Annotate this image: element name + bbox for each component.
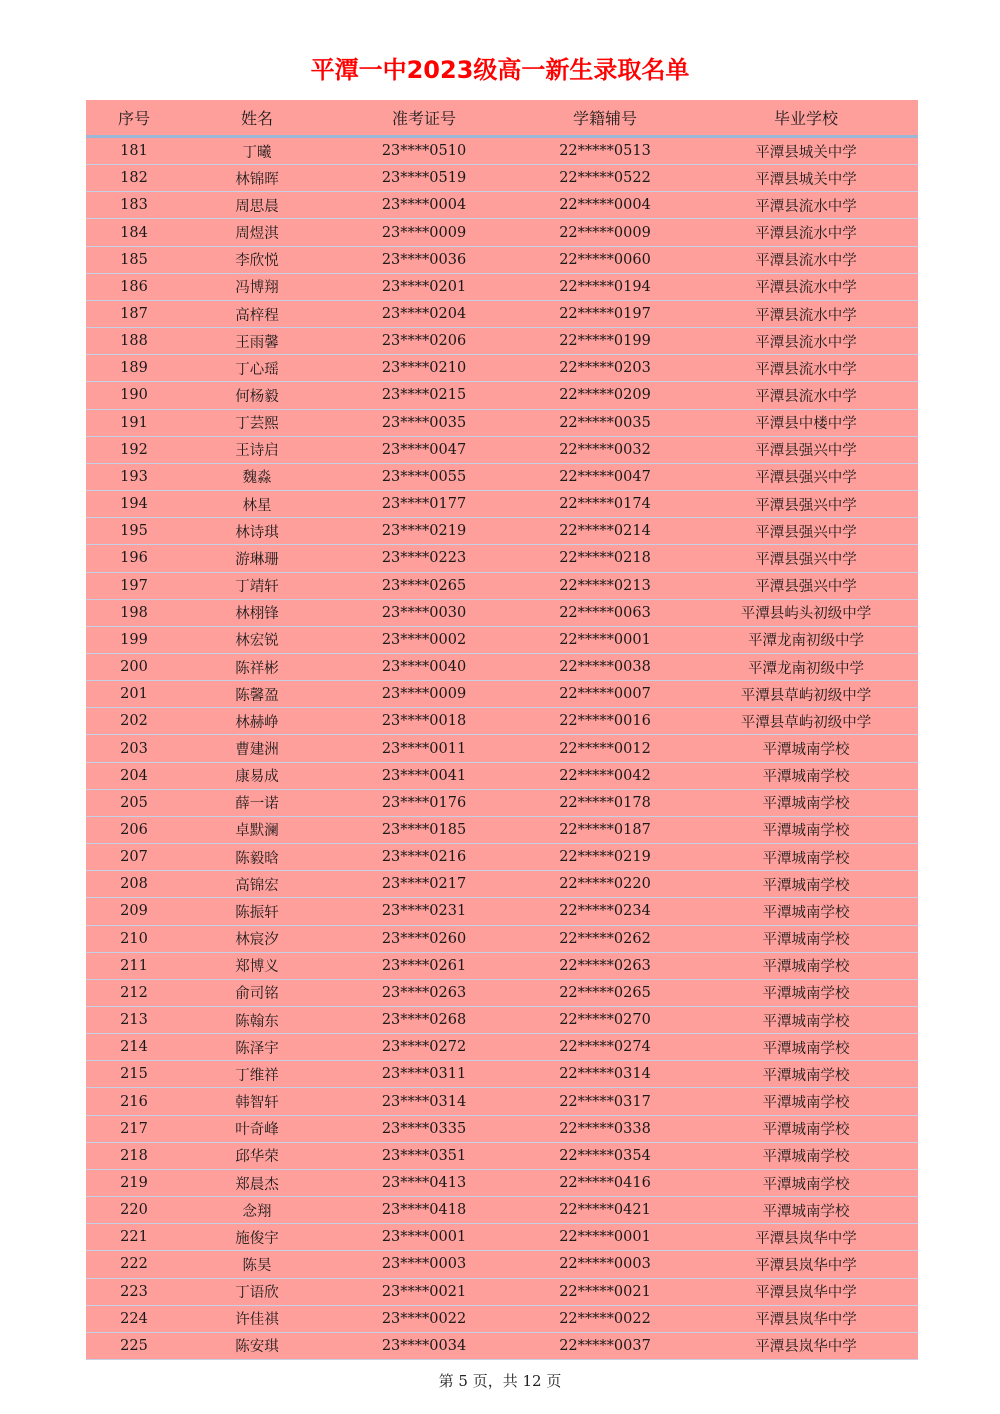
cell-registry-id: 22*****0317 bbox=[516, 1088, 694, 1115]
cell-name: 林栩锋 bbox=[182, 599, 332, 626]
cell-registry-id: 22*****0042 bbox=[516, 762, 694, 789]
table-row bbox=[86, 1332, 918, 1359]
cell-name: 陈毅晗 bbox=[182, 844, 332, 871]
table-row bbox=[86, 436, 918, 463]
table-row bbox=[86, 1142, 918, 1169]
cell-school: 平潭城南学校 bbox=[694, 979, 918, 1006]
cell-name: 韩智轩 bbox=[182, 1088, 332, 1115]
cell-exam-id: 23****0041 bbox=[332, 762, 516, 789]
cell-index: 214 bbox=[86, 1034, 182, 1061]
cell-exam-id: 23****0268 bbox=[332, 1007, 516, 1034]
cell-school: 平潭县岚华中学 bbox=[694, 1278, 918, 1305]
cell-exam-id: 23****0002 bbox=[332, 626, 516, 653]
cell-registry-id: 22*****0187 bbox=[516, 816, 694, 843]
table-row bbox=[86, 1115, 918, 1142]
table-row bbox=[86, 925, 918, 952]
cell-school: 平潭县流水中学 bbox=[694, 219, 918, 246]
cell-exam-id: 23****0260 bbox=[332, 925, 516, 952]
cell-registry-id: 22*****0354 bbox=[516, 1142, 694, 1169]
cell-registry-id: 22*****0265 bbox=[516, 979, 694, 1006]
table-row bbox=[86, 572, 918, 599]
cell-school: 平潭县强兴中学 bbox=[694, 463, 918, 490]
cell-index: 204 bbox=[86, 762, 182, 789]
table-row bbox=[86, 246, 918, 273]
cell-name: 陈安琪 bbox=[182, 1332, 332, 1359]
cell-registry-id: 22*****0001 bbox=[516, 1224, 694, 1251]
cell-index: 185 bbox=[86, 246, 182, 273]
cell-registry-id: 22*****0037 bbox=[516, 1332, 694, 1359]
page-footer: 第 5 页，共 12 页 bbox=[438, 1372, 562, 1390]
cell-registry-id: 22*****0007 bbox=[516, 681, 694, 708]
cell-name: 高梓程 bbox=[182, 300, 332, 327]
cell-index: 181 bbox=[86, 137, 182, 165]
cell-name: 丁维祥 bbox=[182, 1061, 332, 1088]
cell-exam-id: 23****0231 bbox=[332, 898, 516, 925]
cell-index: 209 bbox=[86, 898, 182, 925]
table-row bbox=[86, 626, 918, 653]
cell-registry-id: 22*****0522 bbox=[516, 165, 694, 192]
cell-registry-id: 22*****0194 bbox=[516, 273, 694, 300]
cell-registry-id: 22*****0060 bbox=[516, 246, 694, 273]
cell-exam-id: 23****0519 bbox=[332, 165, 516, 192]
cell-registry-id: 22*****0003 bbox=[516, 1251, 694, 1278]
cell-index: 218 bbox=[86, 1142, 182, 1169]
cell-registry-id: 22*****0338 bbox=[516, 1115, 694, 1142]
cell-exam-id: 23****0018 bbox=[332, 708, 516, 735]
cell-school: 平潭县屿头初级中学 bbox=[694, 599, 918, 626]
table-row bbox=[86, 979, 918, 1006]
table-row bbox=[86, 1224, 918, 1251]
admission-table bbox=[86, 100, 918, 1360]
cell-school: 平潭县岚华中学 bbox=[694, 1224, 918, 1251]
cell-registry-id: 22*****0174 bbox=[516, 491, 694, 518]
cell-index: 198 bbox=[86, 599, 182, 626]
cell-school: 平潭县强兴中学 bbox=[694, 545, 918, 572]
table-row bbox=[86, 1278, 918, 1305]
cell-exam-id: 23****0011 bbox=[332, 735, 516, 762]
cell-school: 平潭县流水中学 bbox=[694, 382, 918, 409]
table-row bbox=[86, 192, 918, 219]
cell-registry-id: 22*****0213 bbox=[516, 572, 694, 599]
cell-name: 郑博义 bbox=[182, 952, 332, 979]
table-row bbox=[86, 355, 918, 382]
cell-school: 平潭城南学校 bbox=[694, 1169, 918, 1196]
column-header-school: 毕业学校 bbox=[694, 100, 918, 137]
table-row bbox=[86, 300, 918, 327]
cell-exam-id: 23****0001 bbox=[332, 1224, 516, 1251]
cell-school: 平潭城南学校 bbox=[694, 952, 918, 979]
cell-registry-id: 22*****0416 bbox=[516, 1169, 694, 1196]
cell-registry-id: 22*****0009 bbox=[516, 219, 694, 246]
cell-registry-id: 22*****0421 bbox=[516, 1197, 694, 1224]
cell-exam-id: 23****0035 bbox=[332, 409, 516, 436]
cell-index: 186 bbox=[86, 273, 182, 300]
cell-exam-id: 23****0176 bbox=[332, 789, 516, 816]
cell-school: 平潭县流水中学 bbox=[694, 328, 918, 355]
cell-exam-id: 23****0219 bbox=[332, 518, 516, 545]
table-row bbox=[86, 789, 918, 816]
cell-name: 周煜淇 bbox=[182, 219, 332, 246]
cell-name: 卓默澜 bbox=[182, 816, 332, 843]
cell-exam-id: 23****0215 bbox=[332, 382, 516, 409]
cell-name: 何杨毅 bbox=[182, 382, 332, 409]
cell-school: 平潭县岚华中学 bbox=[694, 1305, 918, 1332]
cell-exam-id: 23****0177 bbox=[332, 491, 516, 518]
table-row bbox=[86, 219, 918, 246]
cell-name: 林宏锐 bbox=[182, 626, 332, 653]
cell-registry-id: 22*****0513 bbox=[516, 137, 694, 165]
cell-name: 陈翰东 bbox=[182, 1007, 332, 1034]
table-row bbox=[86, 1305, 918, 1332]
page-title: 平潭一中2023级高一新生录取名单 bbox=[310, 56, 690, 84]
cell-index: 211 bbox=[86, 952, 182, 979]
cell-exam-id: 23****0003 bbox=[332, 1251, 516, 1278]
cell-registry-id: 22*****0197 bbox=[516, 300, 694, 327]
table-body bbox=[86, 137, 918, 1360]
cell-exam-id: 23****0210 bbox=[332, 355, 516, 382]
cell-exam-id: 23****0206 bbox=[332, 328, 516, 355]
cell-index: 200 bbox=[86, 653, 182, 680]
cell-index: 221 bbox=[86, 1224, 182, 1251]
cell-index: 184 bbox=[86, 219, 182, 246]
cell-name: 林诗琪 bbox=[182, 518, 332, 545]
cell-name: 丁曦 bbox=[182, 137, 332, 165]
table-row bbox=[86, 816, 918, 843]
cell-name: 李欣悦 bbox=[182, 246, 332, 273]
cell-exam-id: 23****0510 bbox=[332, 137, 516, 165]
table-row bbox=[86, 599, 918, 626]
table-row bbox=[86, 762, 918, 789]
cell-registry-id: 22*****0004 bbox=[516, 192, 694, 219]
cell-registry-id: 22*****0270 bbox=[516, 1007, 694, 1034]
cell-name: 游琳珊 bbox=[182, 545, 332, 572]
cell-name: 丁心瑶 bbox=[182, 355, 332, 382]
cell-school: 平潭县强兴中学 bbox=[694, 518, 918, 545]
cell-school: 平潭县草屿初级中学 bbox=[694, 708, 918, 735]
cell-index: 219 bbox=[86, 1169, 182, 1196]
cell-name: 林赫峥 bbox=[182, 708, 332, 735]
table-row bbox=[86, 871, 918, 898]
cell-registry-id: 22*****0214 bbox=[516, 518, 694, 545]
cell-school: 平潭城南学校 bbox=[694, 1061, 918, 1088]
cell-registry-id: 22*****0234 bbox=[516, 898, 694, 925]
cell-exam-id: 23****0047 bbox=[332, 436, 516, 463]
cell-index: 192 bbox=[86, 436, 182, 463]
cell-index: 191 bbox=[86, 409, 182, 436]
cell-index: 201 bbox=[86, 681, 182, 708]
cell-index: 208 bbox=[86, 871, 182, 898]
cell-registry-id: 22*****0016 bbox=[516, 708, 694, 735]
cell-index: 220 bbox=[86, 1197, 182, 1224]
table-row bbox=[86, 952, 918, 979]
cell-name: 俞司铭 bbox=[182, 979, 332, 1006]
cell-exam-id: 23****0040 bbox=[332, 653, 516, 680]
cell-name: 魏淼 bbox=[182, 463, 332, 490]
cell-registry-id: 22*****0314 bbox=[516, 1061, 694, 1088]
cell-registry-id: 22*****0263 bbox=[516, 952, 694, 979]
table-row bbox=[86, 1088, 918, 1115]
column-header-registry-id: 学籍辅号 bbox=[516, 100, 694, 137]
cell-registry-id: 22*****0199 bbox=[516, 328, 694, 355]
cell-name: 陈馨盈 bbox=[182, 681, 332, 708]
cell-school: 平潭城南学校 bbox=[694, 925, 918, 952]
cell-exam-id: 23****0201 bbox=[332, 273, 516, 300]
cell-name: 丁靖轩 bbox=[182, 572, 332, 599]
cell-index: 205 bbox=[86, 789, 182, 816]
cell-name: 许佳祺 bbox=[182, 1305, 332, 1332]
cell-exam-id: 23****0009 bbox=[332, 681, 516, 708]
cell-school: 平潭县流水中学 bbox=[694, 246, 918, 273]
cell-school: 平潭城南学校 bbox=[694, 1007, 918, 1034]
cell-exam-id: 23****0263 bbox=[332, 979, 516, 1006]
cell-exam-id: 23****0216 bbox=[332, 844, 516, 871]
cell-name: 周思晨 bbox=[182, 192, 332, 219]
cell-index: 196 bbox=[86, 545, 182, 572]
cell-exam-id: 23****0185 bbox=[332, 816, 516, 843]
table-header-row bbox=[86, 100, 918, 137]
cell-exam-id: 23****0021 bbox=[332, 1278, 516, 1305]
cell-index: 190 bbox=[86, 382, 182, 409]
admission-table-container bbox=[86, 100, 918, 1360]
cell-index: 199 bbox=[86, 626, 182, 653]
cell-registry-id: 22*****0209 bbox=[516, 382, 694, 409]
cell-name: 陈祥彬 bbox=[182, 653, 332, 680]
cell-school: 平潭县城关中学 bbox=[694, 137, 918, 165]
cell-exam-id: 23****0418 bbox=[332, 1197, 516, 1224]
cell-index: 203 bbox=[86, 735, 182, 762]
table-row bbox=[86, 1169, 918, 1196]
cell-exam-id: 23****0034 bbox=[332, 1332, 516, 1359]
cell-name: 陈昊 bbox=[182, 1251, 332, 1278]
cell-name: 施俊宇 bbox=[182, 1224, 332, 1251]
cell-registry-id: 22*****0022 bbox=[516, 1305, 694, 1332]
cell-name: 曹建洲 bbox=[182, 735, 332, 762]
table-row bbox=[86, 1251, 918, 1278]
cell-name: 丁语欣 bbox=[182, 1278, 332, 1305]
cell-index: 188 bbox=[86, 328, 182, 355]
table-row bbox=[86, 137, 918, 165]
cell-school: 平潭县强兴中学 bbox=[694, 436, 918, 463]
cell-school: 平潭城南学校 bbox=[694, 871, 918, 898]
cell-exam-id: 23****0004 bbox=[332, 192, 516, 219]
cell-index: 222 bbox=[86, 1251, 182, 1278]
cell-school: 平潭县流水中学 bbox=[694, 300, 918, 327]
table-row bbox=[86, 518, 918, 545]
cell-index: 212 bbox=[86, 979, 182, 1006]
cell-exam-id: 23****0030 bbox=[332, 599, 516, 626]
cell-name: 薛一诺 bbox=[182, 789, 332, 816]
cell-name: 高锦宏 bbox=[182, 871, 332, 898]
cell-name: 丁芸熙 bbox=[182, 409, 332, 436]
cell-name: 林宸汐 bbox=[182, 925, 332, 952]
cell-index: 194 bbox=[86, 491, 182, 518]
table-row bbox=[86, 681, 918, 708]
cell-school: 平潭龙南初级中学 bbox=[694, 626, 918, 653]
cell-exam-id: 23****0022 bbox=[332, 1305, 516, 1332]
cell-school: 平潭县岚华中学 bbox=[694, 1251, 918, 1278]
cell-school: 平潭城南学校 bbox=[694, 1197, 918, 1224]
cell-school: 平潭县岚华中学 bbox=[694, 1332, 918, 1359]
cell-registry-id: 22*****0012 bbox=[516, 735, 694, 762]
cell-name: 郑晨杰 bbox=[182, 1169, 332, 1196]
table-row bbox=[86, 463, 918, 490]
cell-registry-id: 22*****0032 bbox=[516, 436, 694, 463]
cell-registry-id: 22*****0001 bbox=[516, 626, 694, 653]
cell-school: 平潭城南学校 bbox=[694, 1115, 918, 1142]
cell-index: 195 bbox=[86, 518, 182, 545]
cell-name: 念翔 bbox=[182, 1197, 332, 1224]
table-row bbox=[86, 898, 918, 925]
table-row bbox=[86, 545, 918, 572]
cell-name: 陈振轩 bbox=[182, 898, 332, 925]
cell-school: 平潭城南学校 bbox=[694, 1142, 918, 1169]
table-row bbox=[86, 491, 918, 518]
cell-school: 平潭县流水中学 bbox=[694, 355, 918, 382]
cell-exam-id: 23****0261 bbox=[332, 952, 516, 979]
cell-exam-id: 23****0413 bbox=[332, 1169, 516, 1196]
table-row bbox=[86, 653, 918, 680]
cell-exam-id: 23****0055 bbox=[332, 463, 516, 490]
cell-school: 平潭龙南初级中学 bbox=[694, 653, 918, 680]
cell-school: 平潭县流水中学 bbox=[694, 192, 918, 219]
cell-school: 平潭城南学校 bbox=[694, 762, 918, 789]
cell-name: 王雨馨 bbox=[182, 328, 332, 355]
cell-registry-id: 22*****0218 bbox=[516, 545, 694, 572]
cell-registry-id: 22*****0021 bbox=[516, 1278, 694, 1305]
cell-exam-id: 23****0204 bbox=[332, 300, 516, 327]
cell-index: 216 bbox=[86, 1088, 182, 1115]
cell-registry-id: 22*****0262 bbox=[516, 925, 694, 952]
cell-index: 187 bbox=[86, 300, 182, 327]
cell-index: 189 bbox=[86, 355, 182, 382]
table-row bbox=[86, 708, 918, 735]
cell-exam-id: 23****0272 bbox=[332, 1034, 516, 1061]
table-row bbox=[86, 735, 918, 762]
cell-exam-id: 23****0351 bbox=[332, 1142, 516, 1169]
cell-registry-id: 22*****0035 bbox=[516, 409, 694, 436]
cell-index: 215 bbox=[86, 1061, 182, 1088]
column-header-index: 序号 bbox=[86, 100, 182, 137]
cell-school: 平潭县强兴中学 bbox=[694, 572, 918, 599]
cell-registry-id: 22*****0063 bbox=[516, 599, 694, 626]
cell-school: 平潭城南学校 bbox=[694, 844, 918, 871]
cell-name: 林星 bbox=[182, 491, 332, 518]
cell-school: 平潭城南学校 bbox=[694, 735, 918, 762]
cell-name: 康易成 bbox=[182, 762, 332, 789]
cell-registry-id: 22*****0219 bbox=[516, 844, 694, 871]
table-row bbox=[86, 165, 918, 192]
cell-index: 224 bbox=[86, 1305, 182, 1332]
cell-school: 平潭城南学校 bbox=[694, 1034, 918, 1061]
cell-school: 平潭县流水中学 bbox=[694, 273, 918, 300]
table-row bbox=[86, 1197, 918, 1224]
cell-exam-id: 23****0335 bbox=[332, 1115, 516, 1142]
cell-exam-id: 23****0311 bbox=[332, 1061, 516, 1088]
cell-name: 林锦晖 bbox=[182, 165, 332, 192]
cell-index: 197 bbox=[86, 572, 182, 599]
cell-exam-id: 23****0036 bbox=[332, 246, 516, 273]
cell-index: 217 bbox=[86, 1115, 182, 1142]
cell-index: 210 bbox=[86, 925, 182, 952]
table-row bbox=[86, 1034, 918, 1061]
cell-registry-id: 22*****0047 bbox=[516, 463, 694, 490]
cell-index: 182 bbox=[86, 165, 182, 192]
cell-index: 206 bbox=[86, 816, 182, 843]
column-header-name: 姓名 bbox=[182, 100, 332, 137]
table-row bbox=[86, 1061, 918, 1088]
cell-registry-id: 22*****0274 bbox=[516, 1034, 694, 1061]
cell-index: 193 bbox=[86, 463, 182, 490]
cell-exam-id: 23****0265 bbox=[332, 572, 516, 599]
cell-school: 平潭县城关中学 bbox=[694, 165, 918, 192]
cell-registry-id: 22*****0038 bbox=[516, 653, 694, 680]
cell-school: 平潭县中楼中学 bbox=[694, 409, 918, 436]
cell-registry-id: 22*****0220 bbox=[516, 871, 694, 898]
cell-name: 王诗启 bbox=[182, 436, 332, 463]
cell-index: 225 bbox=[86, 1332, 182, 1359]
cell-exam-id: 23****0217 bbox=[332, 871, 516, 898]
cell-school: 平潭县草屿初级中学 bbox=[694, 681, 918, 708]
table-row bbox=[86, 1007, 918, 1034]
cell-name: 叶奇峰 bbox=[182, 1115, 332, 1142]
cell-school: 平潭县强兴中学 bbox=[694, 491, 918, 518]
cell-registry-id: 22*****0203 bbox=[516, 355, 694, 382]
cell-school: 平潭城南学校 bbox=[694, 898, 918, 925]
column-header-exam-id: 准考证号 bbox=[332, 100, 516, 137]
cell-name: 邱华荣 bbox=[182, 1142, 332, 1169]
cell-name: 陈泽宇 bbox=[182, 1034, 332, 1061]
cell-index: 207 bbox=[86, 844, 182, 871]
table-row bbox=[86, 382, 918, 409]
cell-school: 平潭城南学校 bbox=[694, 1088, 918, 1115]
cell-index: 213 bbox=[86, 1007, 182, 1034]
cell-index: 183 bbox=[86, 192, 182, 219]
table-row bbox=[86, 273, 918, 300]
cell-index: 223 bbox=[86, 1278, 182, 1305]
cell-name: 冯博翔 bbox=[182, 273, 332, 300]
cell-exam-id: 23****0223 bbox=[332, 545, 516, 572]
cell-school: 平潭城南学校 bbox=[694, 816, 918, 843]
cell-exam-id: 23****0009 bbox=[332, 219, 516, 246]
cell-registry-id: 22*****0178 bbox=[516, 789, 694, 816]
cell-index: 202 bbox=[86, 708, 182, 735]
cell-exam-id: 23****0314 bbox=[332, 1088, 516, 1115]
table-row bbox=[86, 328, 918, 355]
cell-school: 平潭城南学校 bbox=[694, 789, 918, 816]
table-row bbox=[86, 844, 918, 871]
table-row bbox=[86, 409, 918, 436]
